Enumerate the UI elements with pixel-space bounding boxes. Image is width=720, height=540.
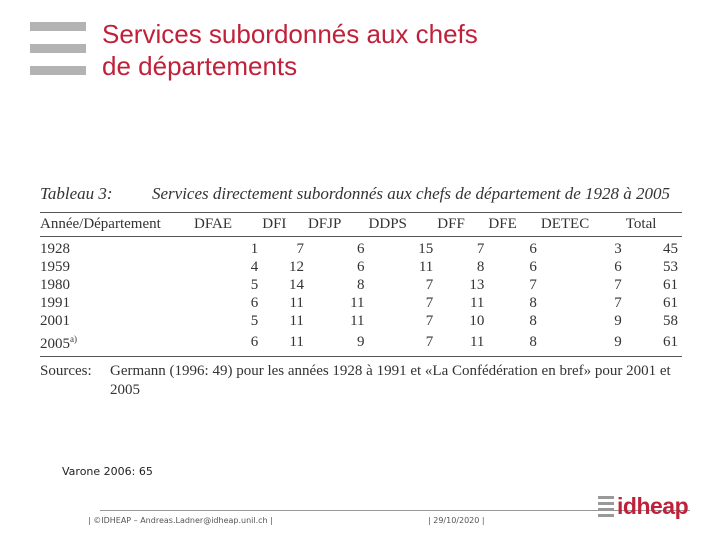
table-cell: 7	[425, 277, 434, 293]
table-cell: 6	[357, 241, 365, 257]
table-cell: 9	[614, 333, 622, 350]
table-cell: 1	[250, 241, 259, 257]
table-cell: 12	[288, 259, 304, 275]
table-row	[40, 330, 682, 357]
table-cell: 11	[289, 333, 304, 350]
idheap-logo	[598, 492, 698, 520]
logo-text: idheap	[617, 492, 689, 519]
table-cell: 7	[296, 241, 304, 257]
column-header: DETEC	[540, 216, 590, 232]
table-cell: 6	[250, 295, 259, 311]
table-cell: 6	[614, 259, 622, 275]
table-cell: 2001	[40, 313, 70, 329]
sources-text: Germann (1996: 49) pour les années 1928 à 1991 et «La Confédération en bref» pour 2001 et 2005	[110, 363, 671, 398]
footer-contact: | ©IDHEAP – Andreas.Ladner@idheap.unil.ch |	[88, 516, 273, 525]
slide-title-line-2: de départements	[102, 51, 298, 81]
services-table	[40, 212, 682, 357]
table-cell: 13	[469, 277, 485, 293]
table-cell: 11	[418, 259, 434, 275]
table-cell: 11	[469, 333, 485, 350]
slide-decoration-bar	[30, 44, 86, 53]
table-figure	[40, 183, 682, 400]
table-cell: 7	[476, 241, 485, 257]
table-cell: 6	[529, 259, 537, 275]
column-header: DFI	[262, 216, 287, 232]
citation: Varone 2006: 65	[62, 465, 153, 478]
table-cell: 11	[469, 295, 485, 311]
slide-decoration-bar	[30, 66, 86, 75]
table-cell: 1980	[40, 277, 70, 293]
table-cell: 10	[469, 313, 485, 329]
sources-label: Sources:	[40, 363, 92, 379]
table-cell: 6	[357, 259, 365, 275]
table-cell: 6	[250, 333, 259, 350]
slide-decoration-bar	[30, 22, 86, 31]
column-header: Année/Département	[40, 216, 161, 232]
footnote-mark: a)	[70, 334, 77, 344]
table-cell: 8	[529, 313, 537, 329]
table-cell: 7	[425, 313, 434, 329]
table-cell: 61	[663, 295, 678, 311]
table-cell: 9	[614, 313, 622, 329]
table-cell: 15	[418, 241, 434, 257]
table-row	[40, 237, 682, 259]
table-cell: 1928	[40, 241, 70, 257]
slide-title	[102, 18, 702, 82]
table-cell: 45	[663, 241, 678, 257]
table-row	[40, 258, 682, 276]
table-cell: 61	[663, 333, 678, 350]
table-caption-text: Services directement subordonnés aux chefs de département de 1928 à 2005	[152, 184, 671, 203]
column-header: DFAE	[194, 216, 233, 232]
table-caption-label: Tableau 3:	[40, 184, 113, 203]
table-cell: 8	[529, 333, 537, 350]
table-cell: 4	[250, 259, 259, 275]
table-cell: 53	[663, 259, 678, 275]
column-header: Total	[625, 216, 657, 232]
table-caption	[40, 183, 682, 205]
table-cell: 11	[350, 313, 365, 329]
table-sources	[40, 362, 682, 400]
logo-lines-icon	[598, 496, 614, 517]
table-cell: 7	[425, 333, 434, 350]
table-cell: 8	[357, 277, 365, 293]
table-cell: 7	[614, 277, 622, 293]
table-row	[40, 294, 682, 312]
table-row	[40, 312, 682, 330]
table-cell: 8	[476, 259, 485, 275]
table-cell: 14	[288, 277, 304, 293]
table-cell: 7	[529, 277, 537, 293]
table-cell: 11	[289, 295, 304, 311]
table-cell: 9	[357, 333, 365, 350]
column-header: DDPS	[368, 216, 407, 232]
footer-date: | 29/10/2020 |	[428, 516, 485, 525]
table-cell: 1991	[40, 295, 70, 311]
table-cell: 8	[529, 295, 537, 311]
table-cell: 3	[614, 241, 622, 257]
table-row	[40, 276, 682, 294]
table-cell: 7	[614, 295, 622, 311]
table-cell: 11	[350, 295, 365, 311]
table-cell: 5	[250, 313, 259, 329]
slide-title-line-1: Services subordonnés aux chefs	[102, 19, 478, 49]
table-cell: 7	[425, 295, 434, 311]
column-header: DFE	[488, 216, 517, 232]
table-header-row	[40, 213, 682, 237]
table-cell	[40, 330, 194, 357]
column-header: DFJP	[307, 216, 342, 232]
table-cell: 5	[250, 277, 259, 293]
table-cell: 6	[529, 241, 537, 257]
table-cell: 11	[289, 313, 304, 329]
table-cell: 61	[663, 277, 678, 293]
column-header: DFF	[437, 216, 465, 232]
year-value: 2005	[40, 336, 70, 352]
table-cell: 58	[663, 313, 678, 329]
table-cell: 1959	[40, 259, 70, 275]
